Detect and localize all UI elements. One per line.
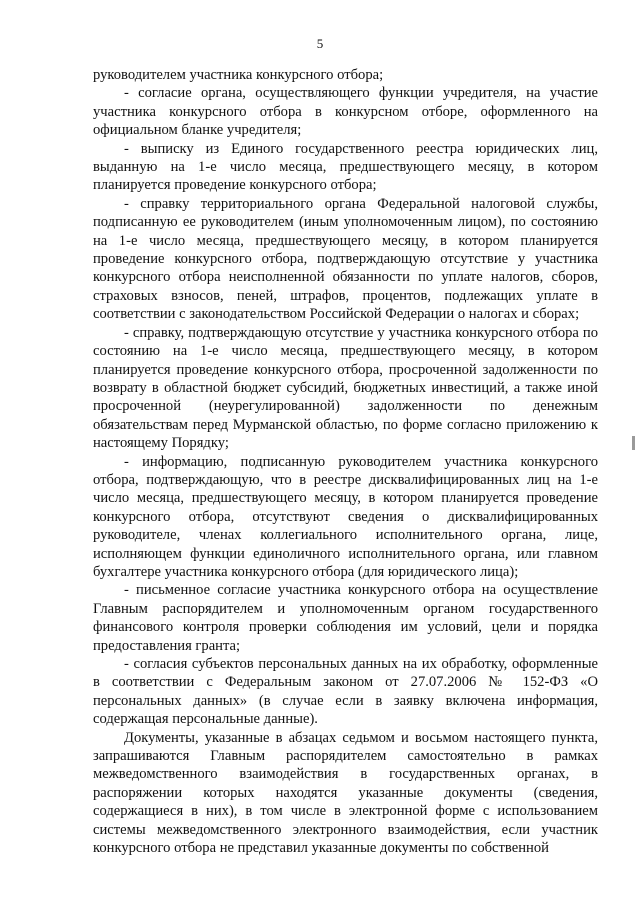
paragraph: Документы, указанные в абзацах седьмом и восьмом настоящего пункта, запрашиваются Главным распорядителем самостоятельно в рамках межведомственного взаимодействия в государственных органах, в распоряжении которых находятся указанные документы (сведения, содержащиеся в них), в том числе в электронной форме с использованием системы межведомственного электронного взаимодействия, если участник конкурсного отбора не представил указанные документы по собственной [93,729,598,857]
page-number: 5 [316,36,324,51]
margin-mark [632,436,635,450]
paragraph: - справку, подтверждающую отсутствие у участника конкурсного отбора по состоянию на 1-е число месяца, предшествующего месяцу, в котором планируется проведение конкурсного отбора, просроченной задолженности по возврату в областной бюджет субсидий, бюджетных инвестиций, а также иной просроченной (неурегулированной) задолженности по денежным обязательствам перед Мурманской областью, по форме согласно приложению к настоящему Порядку; [93,324,598,452]
paragraph: - согласия субъектов персональных данных на их обработку, оформленные в соответствии с Федеральным законом от 27.07.2006 № 152-ФЗ «О персональных данных» (в случае если в заявку включена информация, содержащая персональные данные). [93,656,598,728]
paragraph: руководителем участника конкурсного отбора; [93,67,384,83]
document-body [93,66,598,857]
paragraph: - согласие органа, осуществляющего функции учредителя, на участие участника конкурсного отбора в конкурсном отборе, оформленного на официальном бланке учредителя; [93,85,598,139]
paragraph: - выписку из Единого государственного реестра юридических лиц, выданную на 1-е число месяца, предшествующего месяцу, в котором планируется проведение конкурсного отбора; [93,140,598,194]
paragraph: - справку территориального органа Федеральной налоговой службы, подписанную ее руководителем (иным уполномоченным лицом), по состоянию на 1-е число месяца, предшествующего месяцу, в котором планируется проведение конкурсного отбора, подтверждающую отсутствие у участника конкурсного отбора неисполненной обязанности по уплате налогов, сборов, страховых взносов, пеней, штрафов, процентов, подлежащих уплате в соответствии с законодательством Российской Федерации о налогах и сборах; [93,195,598,323]
paragraph: - письменное согласие участника конкурсного отбора на осуществление Главным распорядителем и уполномоченным органом государственного финансового контроля проверки соблюдения им условий, цели и порядка предоставления гранта; [93,582,598,654]
paragraph: - информацию, подписанную руководителем участника конкурсного отбора, подтверждающую, что в реестре дисквалифицированных лиц на 1-е число месяца, предшествующего месяцу, в котором планируется проведение конкурсного отбора, отсутствуют сведения о дисквалифицированных руководителе, членах коллегиального исполнительного органа, лице, исполняющем функции единоличного исполнительного органа, или главном бухгалтере участника конкурсного отбора (для юридического лица); [93,453,598,580]
